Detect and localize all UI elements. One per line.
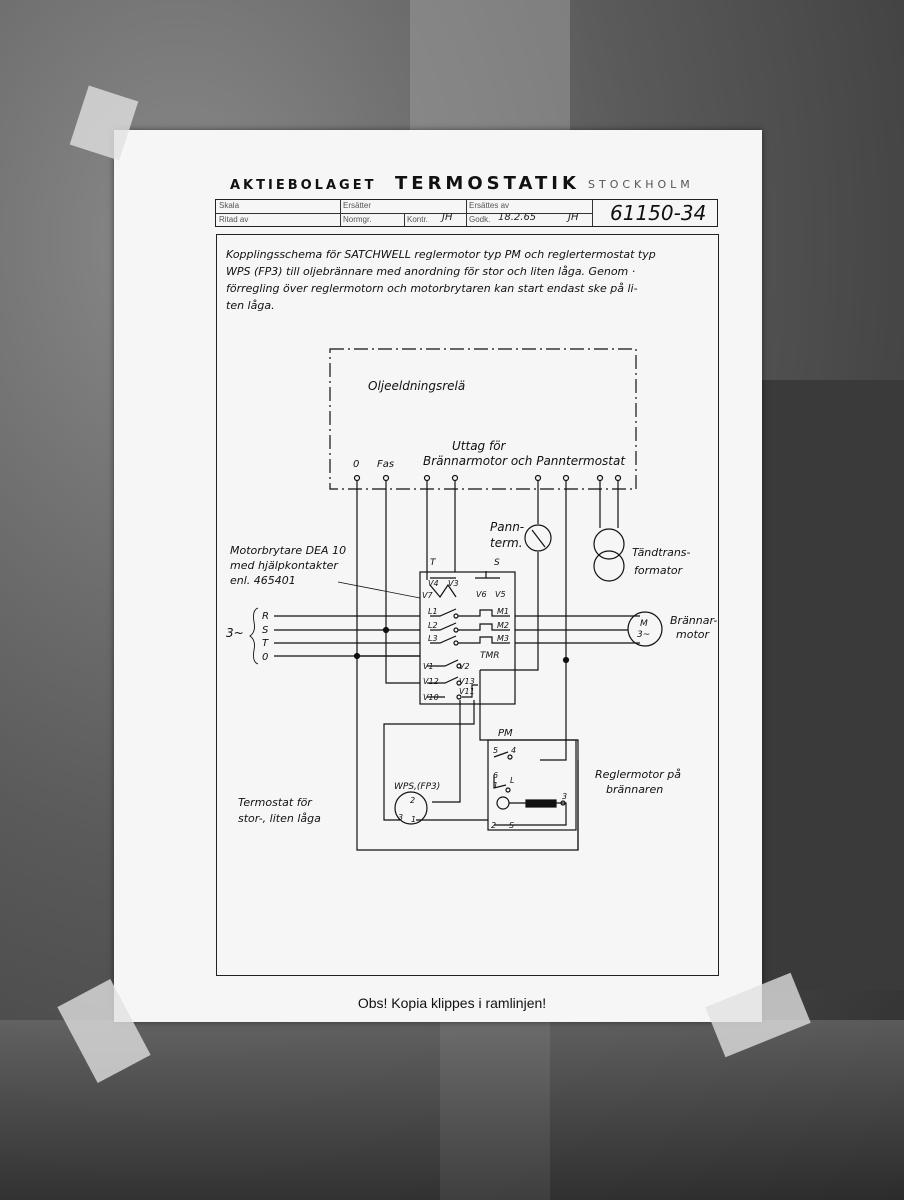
checked-signature: JH (442, 212, 453, 223)
transformer-label: formator (634, 564, 683, 577)
phase-label: 0 (262, 652, 269, 663)
replaces-label: Ersätter (343, 201, 372, 210)
regulator-motor-contacts (494, 752, 566, 825)
replaced-by-label: Ersättes av (469, 201, 510, 210)
norm-group-label: Normgr. (343, 215, 372, 224)
burner-motor-label: Brännar- (670, 614, 718, 627)
approved-label: Godk. (469, 215, 491, 224)
contact-label: V3 (448, 579, 459, 588)
contact-label: S (494, 558, 500, 568)
contact-label: V5 (495, 590, 506, 599)
contact-label: V12 (423, 677, 439, 686)
contact-label: V13 (459, 677, 475, 686)
pm-terminal-label: 6 (493, 771, 499, 780)
contact-label: L3 (428, 634, 438, 643)
checked-label: Kontr. (407, 215, 428, 224)
wps-terminal-label: 1 (411, 815, 417, 824)
contact-label: V6 (476, 590, 487, 599)
pm-terminal-label: 4 (511, 746, 517, 755)
approved-signature: JH (568, 212, 579, 223)
motor-switch-label: enl. 465401 (230, 574, 296, 587)
phase-label: T (262, 638, 269, 649)
company-city: STOCKHOLM (588, 178, 694, 191)
outlet-label: Brännarmotor och Panntermostat (423, 454, 626, 468)
contact-label: V11 (459, 687, 475, 696)
contact-label: M2 (497, 621, 509, 630)
pm-terminal-label: 5 (493, 746, 499, 755)
footer-note: Obs! Kopia klippes i ramlinjen! (357, 995, 547, 1011)
regulator-motor-label: brännaren (606, 783, 664, 796)
wps-terminal-label: 3 (398, 813, 404, 822)
supply-label: 3~ (226, 626, 244, 640)
motor-switch-label: med hjälpkontakter (230, 559, 338, 572)
boiler-thermostat-label: term. (490, 536, 523, 550)
brand-name: TERMOSTATIK (395, 173, 580, 194)
contact-label: V1 (423, 662, 434, 671)
transformer-label: Tändtrans- (632, 546, 691, 559)
ignition-transformer-symbol (594, 529, 624, 581)
pm-terminal-label: L (510, 776, 515, 785)
description-line: Kopplingsschema för SATCHWELL reglermotor typ PM och reglertermostat typ (226, 248, 656, 261)
description-line: ten låga. (226, 299, 275, 312)
contact-label: M3 (497, 634, 509, 643)
regulator-motor-type: PM (498, 728, 513, 739)
contact-label: V4 (428, 579, 439, 588)
thermostat-label: stor-, liten låga (238, 812, 321, 825)
contact-label: L2 (428, 621, 438, 630)
leader-line (338, 582, 420, 598)
approved-date: 18.2.65 (498, 212, 537, 223)
regulator-motor-box (488, 740, 576, 830)
contact-label: V7 (422, 591, 433, 600)
terminal-0-label: 0 (353, 459, 360, 470)
outlet-label: Uttag för (452, 439, 506, 453)
burner-motor-label: motor (676, 628, 710, 641)
phase-label: R (262, 611, 269, 622)
motor-symbol-label: M (640, 619, 648, 629)
motor-switch-label: Motorbrytare DEA 10 (230, 544, 347, 557)
motor-wires (515, 616, 640, 643)
contact-label: T (430, 558, 436, 568)
pm-terminal-label: 1 (493, 781, 499, 790)
relay-terminals (355, 476, 621, 481)
regulator-motor-label: Reglermotor på (595, 768, 681, 781)
wps-terminal-label: 2 (410, 796, 416, 805)
burner-motor-symbol (628, 612, 662, 646)
drawn-by-label: Ritad av (219, 215, 249, 224)
description-line: förregling över reglermotorn och motorbrytaren kan start endast ske på li- (226, 282, 638, 295)
phase-label: S (262, 625, 269, 636)
pm-terminal-label: S (509, 821, 515, 830)
company-name: AKTIEBOLAGET (230, 178, 377, 193)
description-line: WPS (FP3) till oljebrännare med anordning för stor och liten låga. Genom · (226, 265, 636, 278)
contact-label: L1 (428, 607, 438, 616)
boiler-thermostat-symbol (532, 530, 545, 547)
thermostat-label: Termostat för (238, 796, 312, 809)
relay-label: Oljeeldningsrelä (368, 379, 466, 393)
contact-label: TMR (480, 651, 500, 661)
pm-terminal-label: 3 (562, 792, 568, 801)
relay-box (330, 349, 636, 489)
contact-label: V10 (423, 693, 439, 702)
pm-terminal-label: 2 (491, 821, 497, 830)
motor-symbol-label: 3~ (637, 630, 651, 640)
contact-label: V2 (459, 662, 470, 671)
thermostat-type-label: WPS,(FP3) (394, 782, 441, 792)
boiler-thermostat-label: Pann- (490, 520, 525, 534)
terminal-phase-label: Fas (377, 459, 395, 470)
drawing-number: 61150-34 (610, 201, 707, 225)
contact-label: M1 (497, 607, 509, 616)
scale-label: Skala (219, 201, 240, 210)
